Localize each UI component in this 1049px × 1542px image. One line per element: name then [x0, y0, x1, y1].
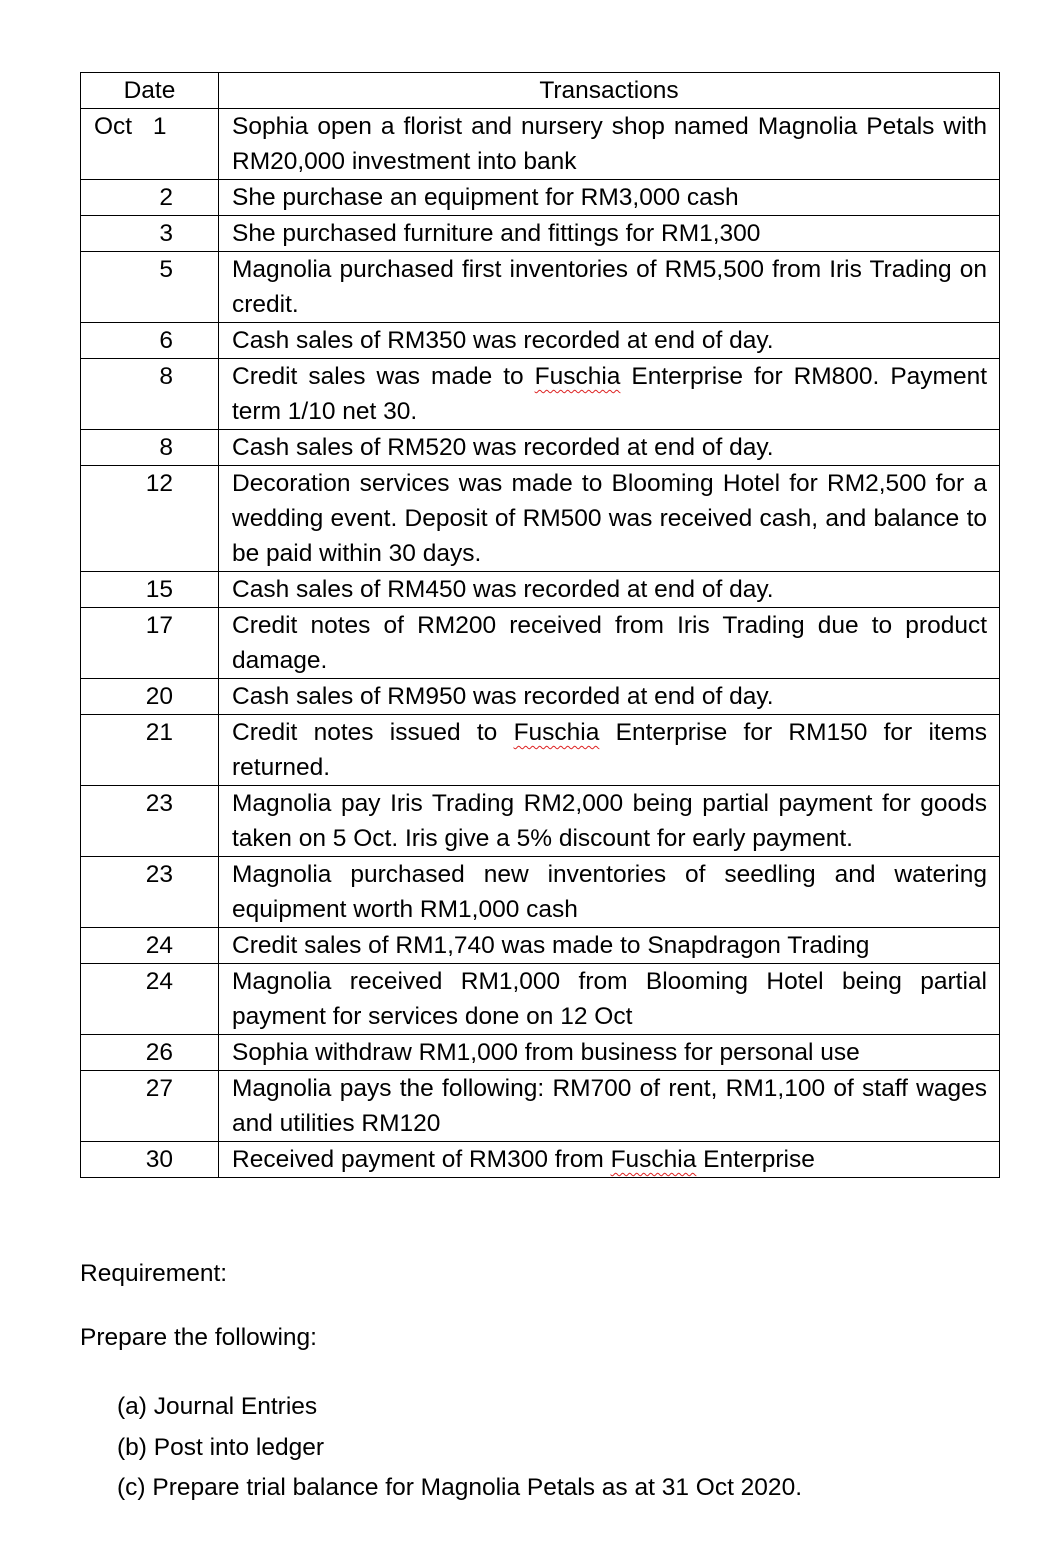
- transaction-description: Magnolia pays the following: RM700 of rent, RM1,100 of staff wages and utilities RM120: [219, 1071, 1000, 1142]
- table-row: [81, 679, 1000, 715]
- transaction-date: 2: [81, 180, 219, 216]
- transaction-description: Decoration services was made to Blooming Hotel for RM2,500 for a wedding event. Deposit of RM500 was received cash, and balance to be paid within 30 days.: [219, 466, 1000, 572]
- transaction-description: Sophia withdraw RM1,000 from business for personal use: [219, 1035, 1000, 1071]
- table-row: [81, 359, 1000, 430]
- transaction-date: 12: [81, 466, 219, 572]
- transaction-description: Cash sales of RM950 was recorded at end of day.: [219, 679, 1000, 715]
- transaction-description: Magnolia purchased first inventories of RM5,500 from Iris Trading on credit.: [219, 252, 1000, 323]
- transaction-text: Credit sales was made to: [232, 363, 535, 390]
- transaction-text: Enterprise: [696, 1146, 815, 1173]
- transaction-date: 8: [81, 359, 219, 430]
- transaction-date: 17: [81, 608, 219, 679]
- transaction-text: Enterprise for RM800. Payment term 1/10 net 30.: [232, 363, 987, 425]
- transaction-description: [219, 715, 1000, 786]
- transaction-date: 24: [81, 928, 219, 964]
- transaction-description: Cash sales of RM450 was recorded at end of day.: [219, 572, 1000, 608]
- requirement-item: (b) Post into ledger: [117, 1433, 324, 1461]
- transaction-description: Magnolia purchased new inventories of seedling and watering equipment worth RM1,000 cash: [219, 857, 1000, 928]
- transaction-text: Credit notes issued to: [232, 719, 514, 746]
- transaction-date: 23: [81, 857, 219, 928]
- transaction-description: Cash sales of RM520 was recorded at end of day.: [219, 430, 1000, 466]
- table-row: [81, 1142, 1000, 1178]
- table-row: [81, 928, 1000, 964]
- table-row: [81, 466, 1000, 572]
- transaction-description: She purchase an equipment for RM3,000 cash: [219, 180, 1000, 216]
- transactions-table: [80, 72, 1000, 1178]
- transaction-text: Received payment of RM300 from: [232, 1146, 611, 1173]
- table-row: [81, 572, 1000, 608]
- table-row: [81, 786, 1000, 857]
- spellcheck-flagged-word: Fuschia: [513, 719, 600, 746]
- table-row: [81, 1071, 1000, 1142]
- transaction-date: 3: [81, 216, 219, 252]
- transaction-description: She purchased furniture and fittings for RM1,300: [219, 216, 1000, 252]
- transaction-description: Credit notes of RM200 received from Iris Trading due to product damage.: [219, 608, 1000, 679]
- table-row: [81, 216, 1000, 252]
- requirement-list: [117, 1387, 802, 1509]
- transaction-date: Oct 1: [81, 109, 219, 180]
- table-row: [81, 252, 1000, 323]
- transaction-description: Credit sales of RM1,740 was made to Snapdragon Trading: [219, 928, 1000, 964]
- table-row: [81, 1035, 1000, 1071]
- transaction-description: Magnolia received RM1,000 from Blooming Hotel being partial payment for services done on 12 Oct: [219, 964, 1000, 1035]
- transaction-date: 27: [81, 1071, 219, 1142]
- transactions-body: [81, 109, 1000, 1178]
- table-row: [81, 323, 1000, 359]
- transaction-date: 8: [81, 430, 219, 466]
- transaction-description: [219, 1142, 1000, 1178]
- table-row: [81, 430, 1000, 466]
- transaction-text: Enterprise for RM150 for items returned.: [232, 719, 987, 781]
- table-row: [81, 608, 1000, 679]
- transaction-date: 15: [81, 572, 219, 608]
- transaction-date: 30: [81, 1142, 219, 1178]
- table-row: [81, 180, 1000, 216]
- transaction-date: 26: [81, 1035, 219, 1071]
- spellcheck-flagged-word: Fuschia: [610, 1146, 697, 1173]
- transaction-date: 21: [81, 715, 219, 786]
- transaction-description: [219, 359, 1000, 430]
- table-row: [81, 715, 1000, 786]
- transaction-date: 5: [81, 252, 219, 323]
- requirement-intro: Prepare the following:: [80, 1324, 317, 1351]
- transaction-date: 24: [81, 964, 219, 1035]
- requirement-item: (a) Journal Entries: [117, 1393, 318, 1420]
- transaction-description: Sophia open a florist and nursery shop named Magnolia Petals with RM20,000 investment into bank: [219, 109, 1000, 180]
- requirement-heading: Requirement:: [80, 1260, 228, 1287]
- requirement-item: (c) Prepare trial balance for Magnolia Petals as at 31 Oct 2020.: [117, 1474, 802, 1501]
- date-column-header: Date: [81, 73, 219, 109]
- transaction-description: Magnolia pay Iris Trading RM2,000 being partial payment for goods taken on 5 Oct. Iris give a 5% discount for early payment.: [219, 786, 1000, 857]
- table-header-row: [81, 73, 1000, 109]
- transaction-date: 6: [81, 323, 219, 359]
- table-row: [81, 109, 1000, 180]
- spellcheck-flagged-word: Fuschia: [534, 363, 621, 390]
- table-row: [81, 964, 1000, 1035]
- transaction-date: 23: [81, 786, 219, 857]
- transaction-description: Cash sales of RM350 was recorded at end of day.: [219, 323, 1000, 359]
- transaction-date: 20: [81, 679, 219, 715]
- transactions-column-header: Transactions: [219, 73, 1000, 109]
- table-row: [81, 857, 1000, 928]
